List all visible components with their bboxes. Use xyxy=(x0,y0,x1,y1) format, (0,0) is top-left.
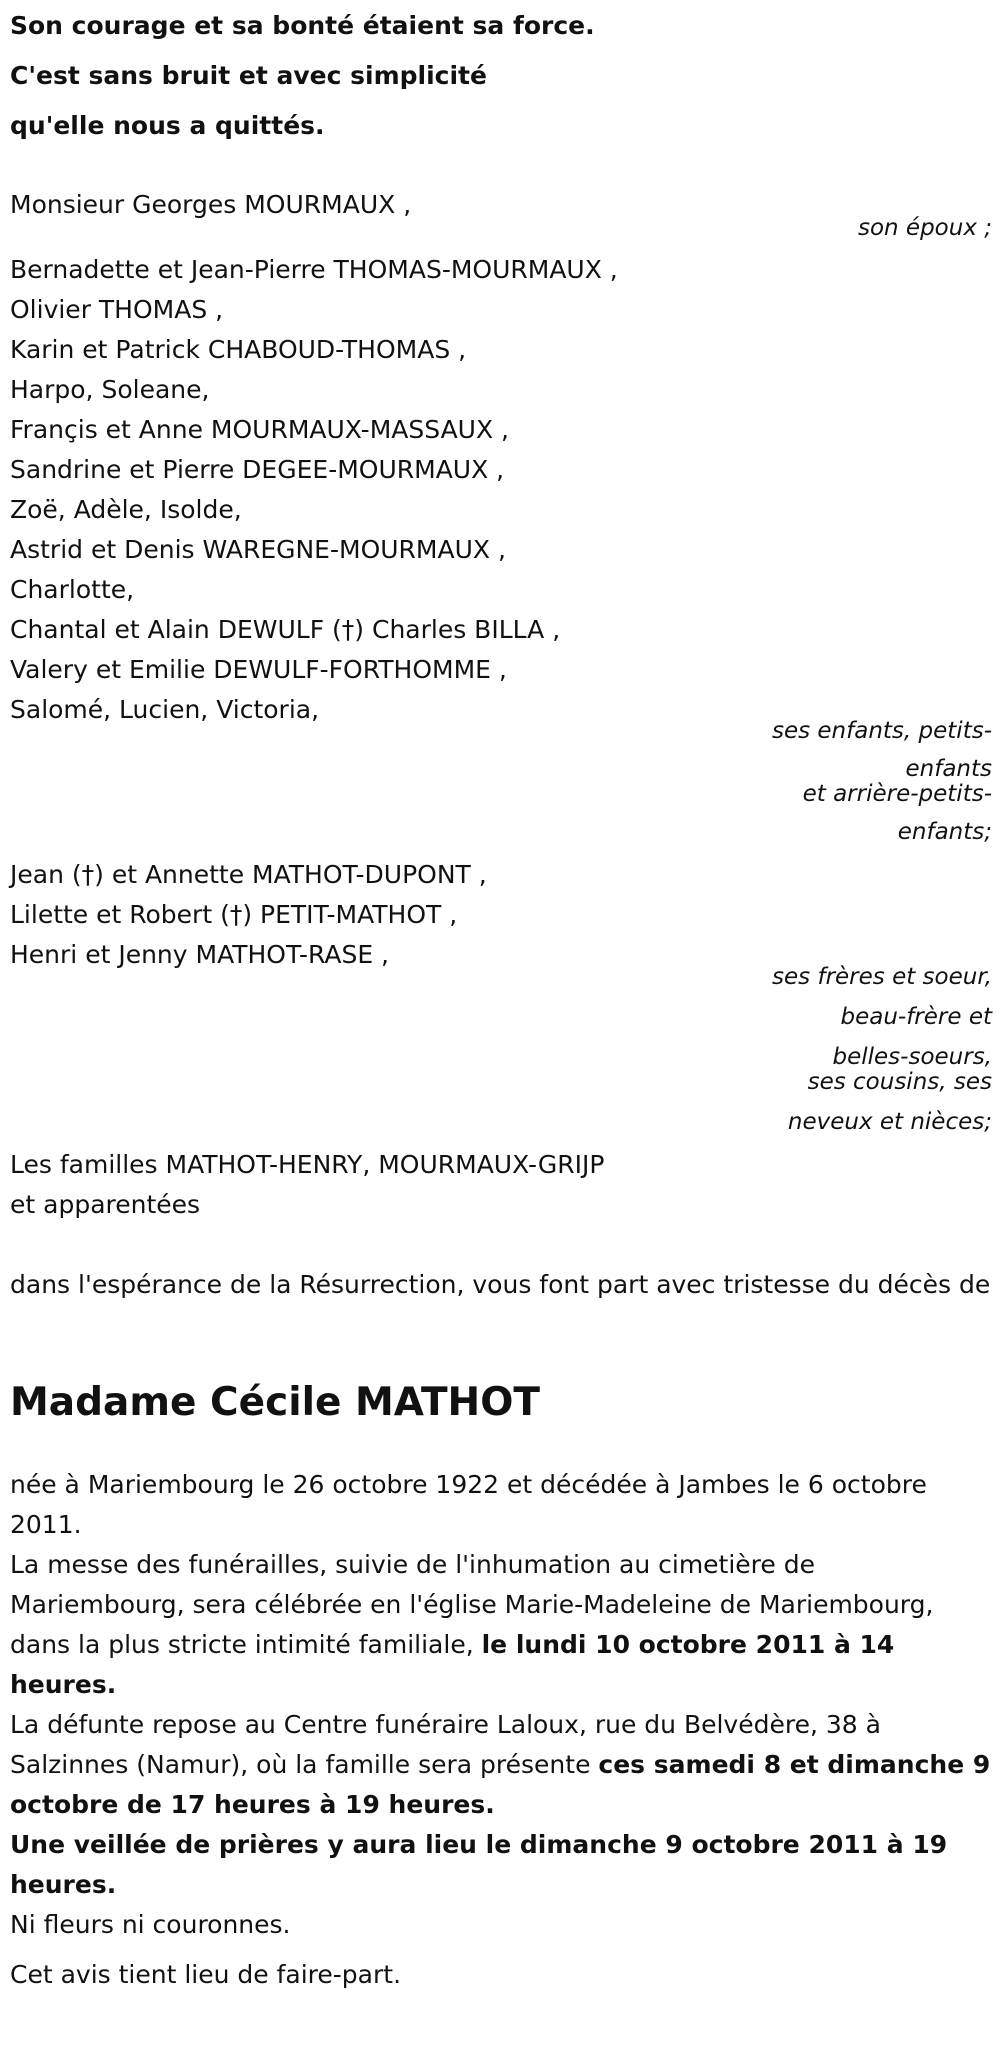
motto-line-3: qu'elle nous a quittés. xyxy=(10,111,325,140)
family-line: Salomé, Lucien, Victoria, xyxy=(10,695,320,724)
family-line: Olivier THOMAS , xyxy=(10,295,224,324)
family-line: Henri et Jenny MATHOT-RASE , xyxy=(10,940,390,969)
family-line: Sandrine et Pierre DEGEE-MOURMAUX , xyxy=(10,455,505,484)
children-relation: enfants xyxy=(905,756,992,782)
family-line: Karin et Patrick CHABOUD-THOMAS , xyxy=(10,335,467,364)
siblings-relation: ses frères et soeur, xyxy=(772,964,992,990)
siblings-relation: belles-soeurs, xyxy=(832,1044,992,1070)
motto-line-1: Son courage et sa bonté étaient sa force. xyxy=(10,11,595,40)
children-relation: enfants; xyxy=(897,819,992,845)
family-line: Lilette et Robert (†) PETIT-MATHOT , xyxy=(10,900,458,929)
flowers-note: Ni fleurs ni couronnes. xyxy=(10,1910,291,1939)
spouse-relation: son époux ; xyxy=(857,215,992,241)
siblings-relation: ses cousins, ses xyxy=(807,1069,992,1095)
family-line: Jean (†) et Annette MATHOT-DUPONT , xyxy=(10,860,487,889)
spouse-name: Monsieur Georges MOURMAUX , xyxy=(10,190,412,219)
families-line: Les familles MATHOT-HENRY, MOURMAUX-GRIJP xyxy=(10,1150,605,1179)
notice: Cet avis tient lieu de faire-part. xyxy=(10,1960,402,1989)
deceased-name: Madame Cécile MATHOT xyxy=(10,1380,540,1425)
family-line: Harpo, Soleane, xyxy=(10,375,210,404)
family-line: Valery et Emilie DEWULF-FORTHOMME , xyxy=(10,655,507,684)
siblings-relation: neveux et nièces; xyxy=(787,1109,992,1135)
family-line: Bernadette et Jean-Pierre THOMAS-MOURMAUX , xyxy=(10,255,618,284)
announcement: dans l'espérance de la Résurrection, vous font part avec tristesse du décès de xyxy=(10,1270,991,1299)
repose-times: ces samedi 8 et dimanche 9 octobre de 17 heures à 19 heures. xyxy=(10,1750,991,1819)
siblings-relation: beau-frère et xyxy=(840,1004,992,1030)
birth-death: née à Mariembourg le 26 octobre 1922 et décédée à Jambes le 6 octobre 2011. xyxy=(10,1470,927,1539)
motto-line-2: C'est sans bruit et avec simplicité xyxy=(10,61,487,90)
repose-text: La défunte repose au Centre funéraire Laloux, rue du Belvédère, 38 à Salzinnes (Namur), où la famille sera présente xyxy=(10,1710,881,1779)
funeral-text: La messe des funérailles, suivie de l'inhumation au cimetière de Mariembourg, sera célébrée en l'église Marie-Madeleine de Mariembourg, dans la plus stricte intimité familiale, xyxy=(10,1550,934,1659)
children-relation: ses enfants, petits- xyxy=(771,718,992,744)
family-line: Chantal et Alain DEWULF (†) Charles BILLA , xyxy=(10,615,561,644)
repose-paragraph xyxy=(10,1705,995,1825)
family-line: Zoë, Adèle, Isolde, xyxy=(10,495,242,524)
families-line: et apparentées xyxy=(10,1190,201,1219)
funeral-date: le lundi 10 octobre 2011 à 14 heures. xyxy=(10,1630,895,1699)
funeral-paragraph xyxy=(10,1545,995,1705)
family-line: Charlotte, xyxy=(10,575,135,604)
family-line: Françis et Anne MOURMAUX-MASSAUX , xyxy=(10,415,509,444)
family-line: Astrid et Denis WAREGNE-MOURMAUX , xyxy=(10,535,506,564)
vigil: Une veillée de prières y aura lieu le dimanche 9 octobre 2011 à 19 heures. xyxy=(10,1830,948,1899)
children-relation: et arrière-petits- xyxy=(802,781,992,807)
